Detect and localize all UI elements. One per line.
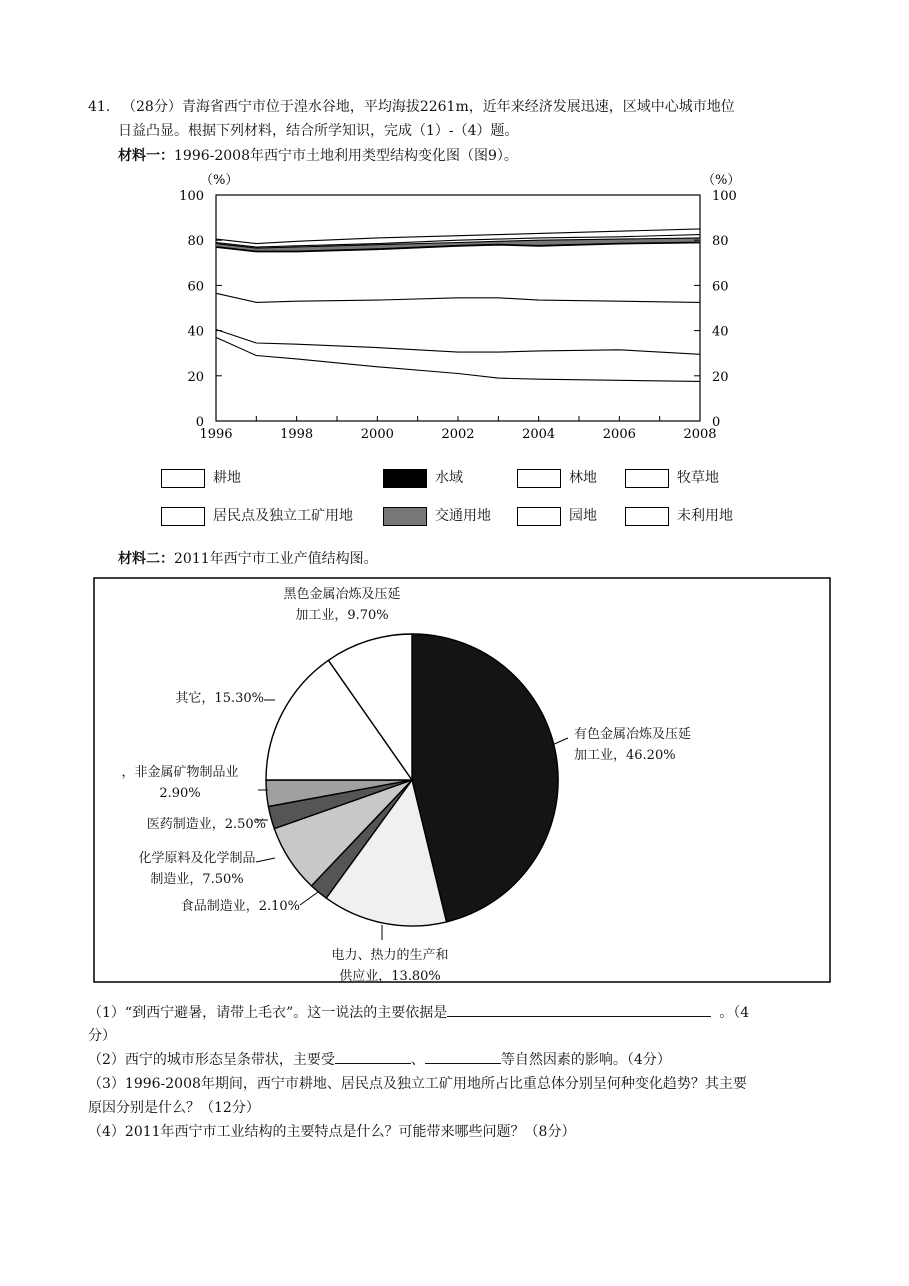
pie-label-7 [130, 688, 264, 709]
ytick-label-left: 40 [187, 324, 204, 340]
xtick-label: 1996 [199, 427, 233, 442]
pie-label-line: 医药制造业，2.50% [146, 817, 266, 832]
pie-label-8 [262, 584, 422, 626]
material2-text: 2011年西宁市工业产值结构图。 [174, 551, 378, 567]
pie-label-3 [150, 896, 300, 917]
pie-label-4 [112, 848, 282, 890]
legend-label: 林地 [569, 470, 597, 486]
pie-label-line: 化学原料及化学制品 [138, 851, 256, 866]
ytick-label-right: 100 [712, 189, 737, 204]
subquestion-2-sep: 、 [410, 1052, 425, 1068]
pie-slices [266, 634, 558, 926]
ytick-label-right: 40 [712, 324, 729, 340]
subquestion-1-end: 。（4 [719, 1005, 750, 1021]
pie-label-line: 2.90% [159, 786, 201, 801]
xtick-label: 2002 [441, 427, 475, 442]
legend-label: 交通用地 [435, 508, 491, 524]
answer-blank-2b[interactable] [425, 1049, 501, 1064]
legend-label: 水域 [435, 470, 463, 486]
pie-label-line: 制造业，7.50% [150, 872, 244, 887]
subquestion-1-cont: 分） [88, 1028, 116, 1044]
answer-blank-1[interactable] [447, 1002, 711, 1017]
ytick-label-right: 0 [712, 415, 721, 430]
ytick-label-left: 80 [187, 234, 204, 250]
legend-label: 园地 [569, 508, 597, 524]
ytick-label-right: 20 [712, 369, 729, 385]
pie-label-2 [305, 945, 475, 987]
y-unit-left: （%） [200, 173, 239, 188]
legend-label: 未利用地 [677, 508, 733, 524]
xtick-label: 1998 [280, 427, 314, 442]
xtick-label: 2008 [683, 427, 717, 442]
pie-label-line: 其它，15.30% [175, 691, 264, 706]
leader-line [552, 738, 568, 745]
ytick-label-right: 80 [712, 234, 729, 250]
pie-label-line: 电力、热力的生产和 [331, 948, 449, 963]
subquestion-3-line1: （3）1996-2008年期间，西宁市耕地、居民点及独立工矿用地所占比重总体分别呈何种变化趋势？其主要 [88, 1076, 747, 1092]
ytick-label-left: 100 [179, 189, 204, 204]
xtick-label: 2004 [522, 427, 556, 442]
legend-label: 耕地 [213, 470, 241, 486]
ytick-label-left: 20 [187, 369, 204, 385]
pie-label-5 [110, 814, 266, 835]
pie-label-line: 加工业，9.70% [295, 608, 389, 623]
pie-label-6 [100, 762, 260, 804]
pie-label-line: 加工业，46.20% [574, 748, 676, 763]
pie-label-line: 食品制造业，2.10% [180, 899, 300, 914]
question-intro-line2: 日益凸显。根据下列材料，结合所学知识，完成（1）-（4）题。 [118, 123, 519, 139]
xtick-label: 2000 [360, 427, 394, 442]
material1-label: 材料一： [118, 148, 174, 164]
subquestion-1 [88, 1002, 749, 1024]
question-intro-line1: （28分）青海省西宁市位于湟水谷地，平均海拔2261m，近年来经济发展迅速，区域中心城市地位 [122, 99, 735, 115]
legend-label: 牧草地 [677, 470, 719, 486]
subquestion-1-text: （1）“到西宁避暑，请带上毛衣”。这一说法的主要依据是 [88, 1005, 448, 1021]
answer-blank-2a[interactable] [335, 1049, 411, 1064]
subquestion-4: （4）2011年西宁市工业结构的主要特点是什么？可能带来哪些问题？（8分） [88, 1124, 576, 1140]
material2-label: 材料二： [118, 551, 174, 567]
ytick-label-right: 60 [712, 279, 729, 295]
y-unit-right: （%） [702, 173, 741, 188]
pie-label-line: 有色金属冶炼及压延 [574, 727, 692, 742]
pie-label-line: ，非金属矿物制品业 [121, 765, 239, 780]
subquestion-3-line2: 原因分别是什么？（12分） [88, 1100, 260, 1116]
pie-label-line: 黑色金属冶炼及压延 [283, 587, 401, 602]
subquestion-2 [88, 1049, 671, 1071]
subquestion-2-end: 等自然因素的影响。（4分） [500, 1052, 671, 1068]
leader-line [300, 892, 318, 905]
ytick-label-left: 0 [195, 415, 204, 430]
pie-label-1 [574, 724, 754, 766]
question-number: 41. [88, 99, 111, 115]
legend-label: 居民点及独立工矿用地 [213, 508, 353, 524]
ytick-label-left: 60 [187, 279, 204, 295]
material1-text: 1996-2008年西宁市土地利用类型结构变化图（图9）。 [174, 148, 518, 164]
xtick-label: 2006 [602, 427, 636, 442]
pie-label-line: 供应业，13.80% [339, 969, 441, 984]
subquestion-2-text: （2）西宁的城市形态呈条带状，主要受 [88, 1052, 335, 1068]
